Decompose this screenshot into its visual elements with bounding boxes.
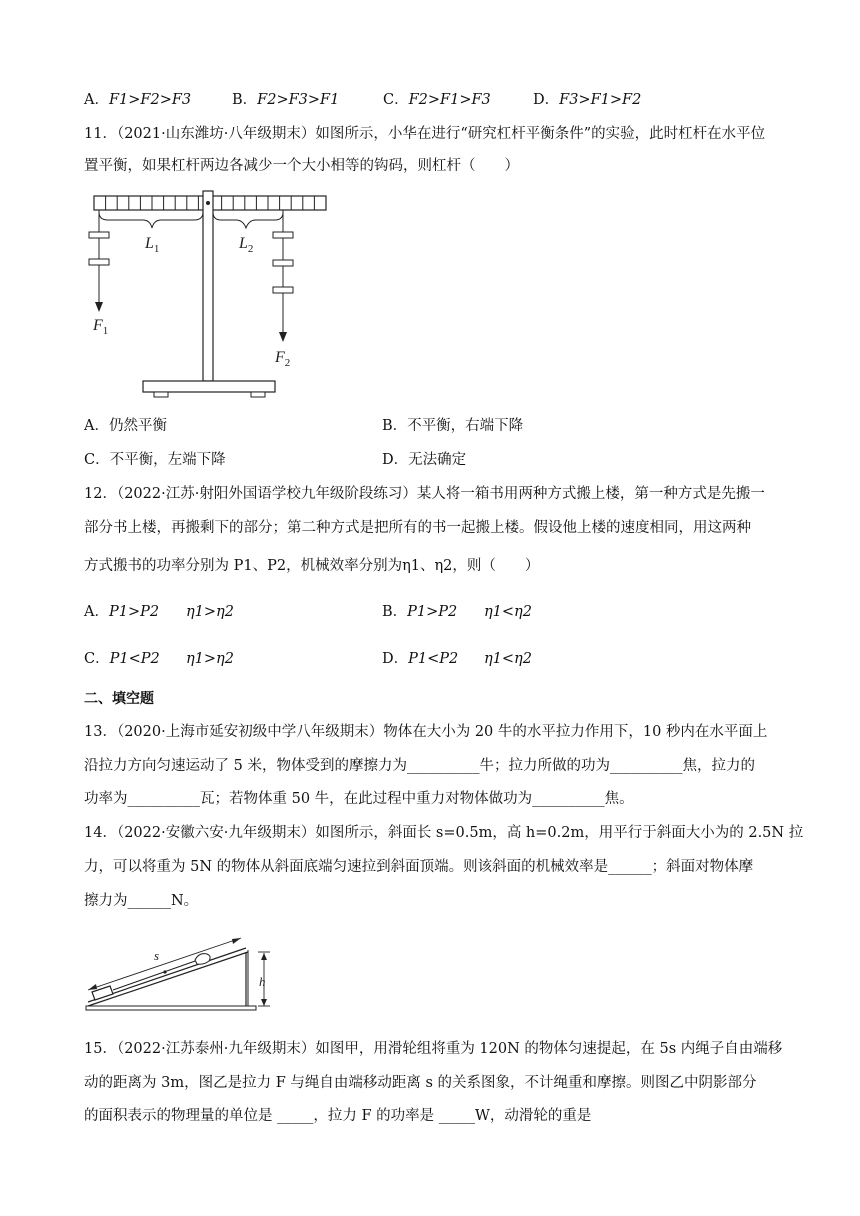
incline-figure [80,920,280,1020]
svg-text:h: h [259,974,266,989]
q12-stem-line1: 12．（2022·江苏·射阳外国语学校九年级阶段练习）某人将一箱书用两种方式搬上楼，第一种方式是先搬一 [84,486,765,502]
q15-stem-line2: 动的距离为 3m，图乙是拉力 F 与绳自由端移动距离 s 的关系图象，不计绳重和摩擦。则图乙中阴影部分 [84,1075,757,1091]
q11-option-a[interactable]: A．仍然平衡 [84,418,167,434]
q14-stem-line3: 擦力为______N。 [84,893,199,909]
q14-stem-line1: 14．（2022·安徽六安·九年级期末）如图所示，斜面长 s=0.5m，高 h=0.2m，用平行于斜面大小为的 2.5N 拉 [84,825,804,841]
q10-option-a[interactable]: A．F1>F2>F3 [84,92,192,108]
lever-figure [86,188,336,403]
q14-stem-line2: 力，可以将重为 5N 的物体从斜面底端匀速拉到斜面顶端。则该斜面的机械效率是______；斜面对物体摩 [84,859,754,875]
svg-text:s: s [154,948,160,963]
svg-text:F1: $F_1$ [93,317,109,337]
q12-option-c[interactable]: C．P1<P2 η1>η2 [84,651,234,667]
q15-stem-line1: 15．（2022·江苏泰州·九年级期末）如图甲，用滑轮组将重为 120N 的物体匀速提起，在 5s 内绳子自由端移 [84,1041,783,1057]
q15-stem-line3: 的面积表示的物理量的单位是 _____，拉力 F 的功率是 _____W，动滑轮的重是 [84,1108,592,1124]
q12-stem-line2: 部分书上楼，再搬剩下的部分；第二种方式是把所有的书一起搬上楼。假设他上楼的速度相同，用这两种 [84,520,751,536]
q10-option-d[interactable]: D．F3>F1>F2 [533,92,642,108]
q13-stem-line1: 13．（2020·上海市延安初级中学八年级期末）物体在大小为 20 牛的水平拉力作用下，10 秒内在水平面上 [84,724,768,740]
section-heading-fill-in: 二、填空题 [84,691,154,707]
q11-stem-line2: 置平衡，如果杠杆两边各减少一个大小相等的钩码，则杠杆（ ） [84,158,519,174]
q10-option-c[interactable]: C．F2>F1>F3 [383,92,491,108]
q11-option-b[interactable]: B．不平衡，右端下降 [382,418,524,434]
svg-text:L2: $L_2$ [239,235,254,255]
q11-option-d[interactable]: D．无法确定 [382,452,467,468]
svg-text:F2: $F_2$ [275,349,291,369]
q13-stem-line2: 沿拉力方向匀速运动了 5 米，物体受到的摩擦力为__________牛；拉力所做的功为__________焦，拉力的 [84,758,755,774]
q13-stem-line3: 功率为__________瓦；若物体重 50 牛，在此过程中重力对物体做功为__________焦。 [84,791,634,807]
svg-text:L1: $L_1$ [145,235,160,255]
q11-option-c[interactable]: C．不平衡，左端下降 [84,452,226,468]
q12-stem-line3: 方式搬书的功率分别为 P1、P2，机械效率分别为η1、η2，则（ ） [84,558,540,574]
q12-option-b[interactable]: B．P1>P2 η1<η2 [382,604,532,620]
q12-option-a[interactable]: A．P1>P2 η1>η2 [84,604,234,620]
q10-option-b[interactable]: B．F2>F3>F1 [232,92,340,108]
q11-stem-line1: 11．（2021·山东潍坊·八年级期末）如图所示，小华在进行“研究杠杆平衡条件”的实验，此时杠杆在水平位 [84,126,766,142]
q12-option-d[interactable]: D．P1<P2 η1<η2 [382,651,532,667]
